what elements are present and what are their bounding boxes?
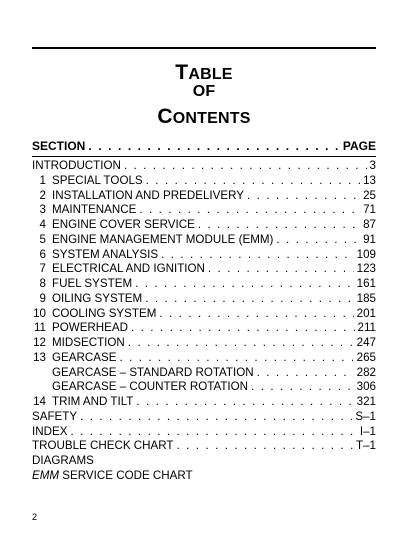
toc-entry-trim-and-tilt[interactable]: 14 TRIM AND TILT . . . 321 (32, 395, 376, 410)
toc-entry-cooling-system[interactable]: 10 COOLING SYSTEM . . . 201 (32, 307, 376, 322)
toc-entry-gearcase[interactable]: 13 GEARCASE . . . 265 (32, 351, 376, 366)
title-line-of: OF (192, 83, 216, 100)
title-line-contents: CONTENTS (157, 105, 251, 128)
page-number: 2 (32, 512, 38, 522)
toc-list (32, 159, 376, 484)
page-header-label: PAGE (342, 139, 376, 153)
toc-entry-safety[interactable]: SAFETY . . . S–1 (32, 410, 376, 425)
toc-entry-installation[interactable]: 2 INSTALLATION AND PREDELIVERY . . . 25 (32, 189, 376, 204)
toc-entry-oiling-system[interactable]: 9 OILING SYSTEM . . . 185 (32, 292, 376, 307)
toc-entry-engine-cover[interactable]: 4 ENGINE COVER SERVICE . . . 87 (32, 218, 376, 233)
toc-entry-special-tools[interactable]: 1 SPECIAL TOOLS . . . 13 (32, 174, 376, 189)
toc-entry-gearcase-counter[interactable]: GEARCASE – COUNTER ROTATION . . . 306 (32, 380, 376, 395)
toc-entry-powerhead[interactable]: 11 POWERHEAD . . . 211 (32, 321, 376, 336)
toc-header (32, 139, 376, 157)
toc-entry-index[interactable]: INDEX . . . I–1 (32, 425, 376, 440)
section-header-label: SECTION (32, 139, 86, 153)
toc-entry-emm-service-code-chart[interactable]: EMM SERVICE CODE CHART (32, 468, 193, 482)
toc-entry-trouble-check-chart[interactable]: TROUBLE CHECK CHART . . . T–1 (32, 439, 376, 454)
title-line-table: TABLE (175, 61, 233, 84)
header-leader (88, 139, 340, 153)
header-rule (32, 156, 376, 157)
top-rule (32, 47, 376, 49)
toc-entry-diagrams[interactable]: DIAGRAMS (32, 454, 94, 467)
toc-entry-maintenance[interactable]: 3 MAINTENANCE . . . 71 (32, 203, 376, 218)
toc-entry-emm[interactable]: 5 ENGINE MANAGEMENT MODULE (EMM) . . . 91 (32, 233, 376, 248)
toc-entry-fuel-system[interactable]: 8 FUEL SYSTEM . . . 161 (32, 277, 376, 292)
toc-entry-midsection[interactable]: 12 MIDSECTION . . . 247 (32, 336, 376, 351)
toc-entry-system-analysis[interactable]: 6 SYSTEM ANALYSIS . . . 109 (32, 248, 376, 263)
toc-entry-introduction[interactable]: INTRODUCTION . . . 3 (32, 159, 376, 174)
toc-entry-electrical[interactable]: 7 ELECTRICAL AND IGNITION . . . 123 (32, 262, 376, 277)
toc-entry-gearcase-standard[interactable]: GEARCASE – STANDARD ROTATION . . . 282 (32, 366, 376, 381)
